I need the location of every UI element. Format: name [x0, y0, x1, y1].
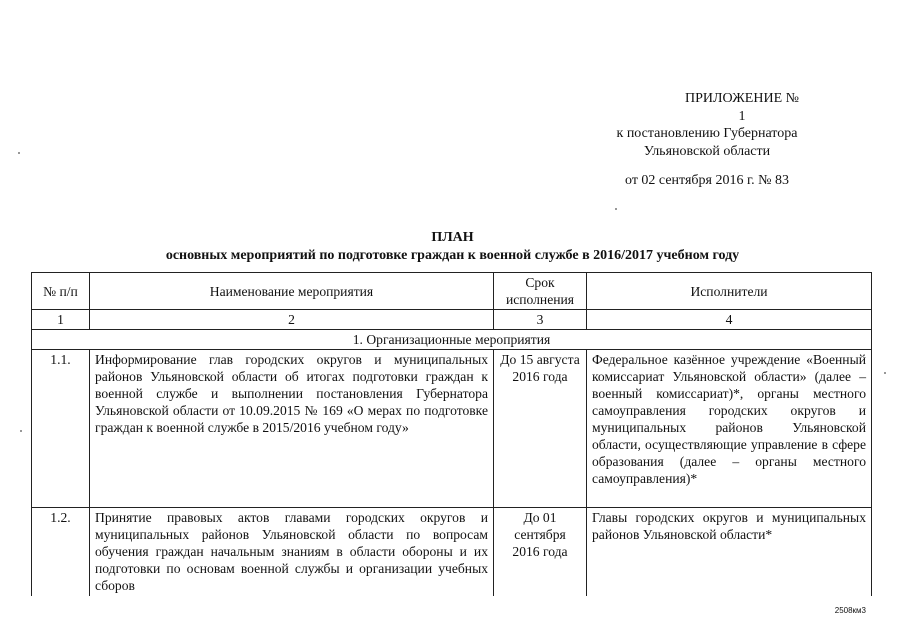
row-deadline: До 01 сентября 2016 года [494, 508, 587, 597]
scan-speck [20, 430, 22, 432]
plan-title: ПЛАН [431, 230, 474, 245]
section-title: 1. Организационные мероприятия [32, 330, 872, 350]
row-name: Информирование глав городских округов и муниципальных районов Ульяновской области об итогах подготовки граждан к военной службе и выполнении постановления Губернатора Ульяновской области от 10.09.2015 № 169 «О мерах по подготовке граждан к военной службе в 2015/2016 учебном году» [90, 350, 494, 508]
table-header-row [32, 273, 872, 310]
header-executors: Исполнители [587, 273, 872, 310]
plan-subtitle: основных мероприятий по подготовке граждан к военной службе в 2016/2017 учебном году [165, 248, 740, 263]
row-executors: Главы городских округов и муниципальных районов Ульяновской области* [587, 508, 872, 597]
document-stamp: 2508км3 [834, 606, 866, 615]
table-row [32, 508, 872, 597]
appendix-title: ПРИЛОЖЕНИЕ № 1 [685, 91, 799, 124]
header-name: Наименование мероприятия [90, 273, 494, 310]
row-name: Принятие правовых актов главами городских округов и муниципальных районов Ульяновской области по вопросам обучения граждан начальным знаниям в области обороны и их подготовки по основам военной службы и организации учебных сборов [90, 508, 494, 597]
column-number: 3 [494, 310, 587, 330]
plan-table [31, 272, 872, 596]
row-executors: Федеральное казённое учреждение «Военный комиссариат Ульяновской области» (далее – военный комиссариат)*, органы местного самоуправления городских округов и муниципальных районов Ульяновской области, осуществляющие управление в сфере образования (далее – органы местного самоуправления)* [587, 350, 872, 508]
column-number: 1 [32, 310, 90, 330]
appendix-date-number: от 02 сентября 2016 г. № 83 [625, 173, 789, 188]
appendix-reference: к постановлению Губернатора Ульяновской области [616, 126, 798, 159]
row-deadline: До 15 августа 2016 года [494, 350, 587, 508]
table-row [32, 350, 872, 508]
scan-speck [615, 208, 617, 210]
header-deadline: Срок исполнения [494, 273, 587, 310]
column-number: 2 [90, 310, 494, 330]
section-row [32, 330, 872, 350]
column-number-row [32, 310, 872, 330]
scan-speck [884, 372, 886, 374]
row-number: 1.1. [32, 350, 90, 508]
scan-speck [18, 152, 20, 154]
row-number: 1.2. [32, 508, 90, 597]
column-number: 4 [587, 310, 872, 330]
header-number: № п/п [32, 273, 90, 310]
